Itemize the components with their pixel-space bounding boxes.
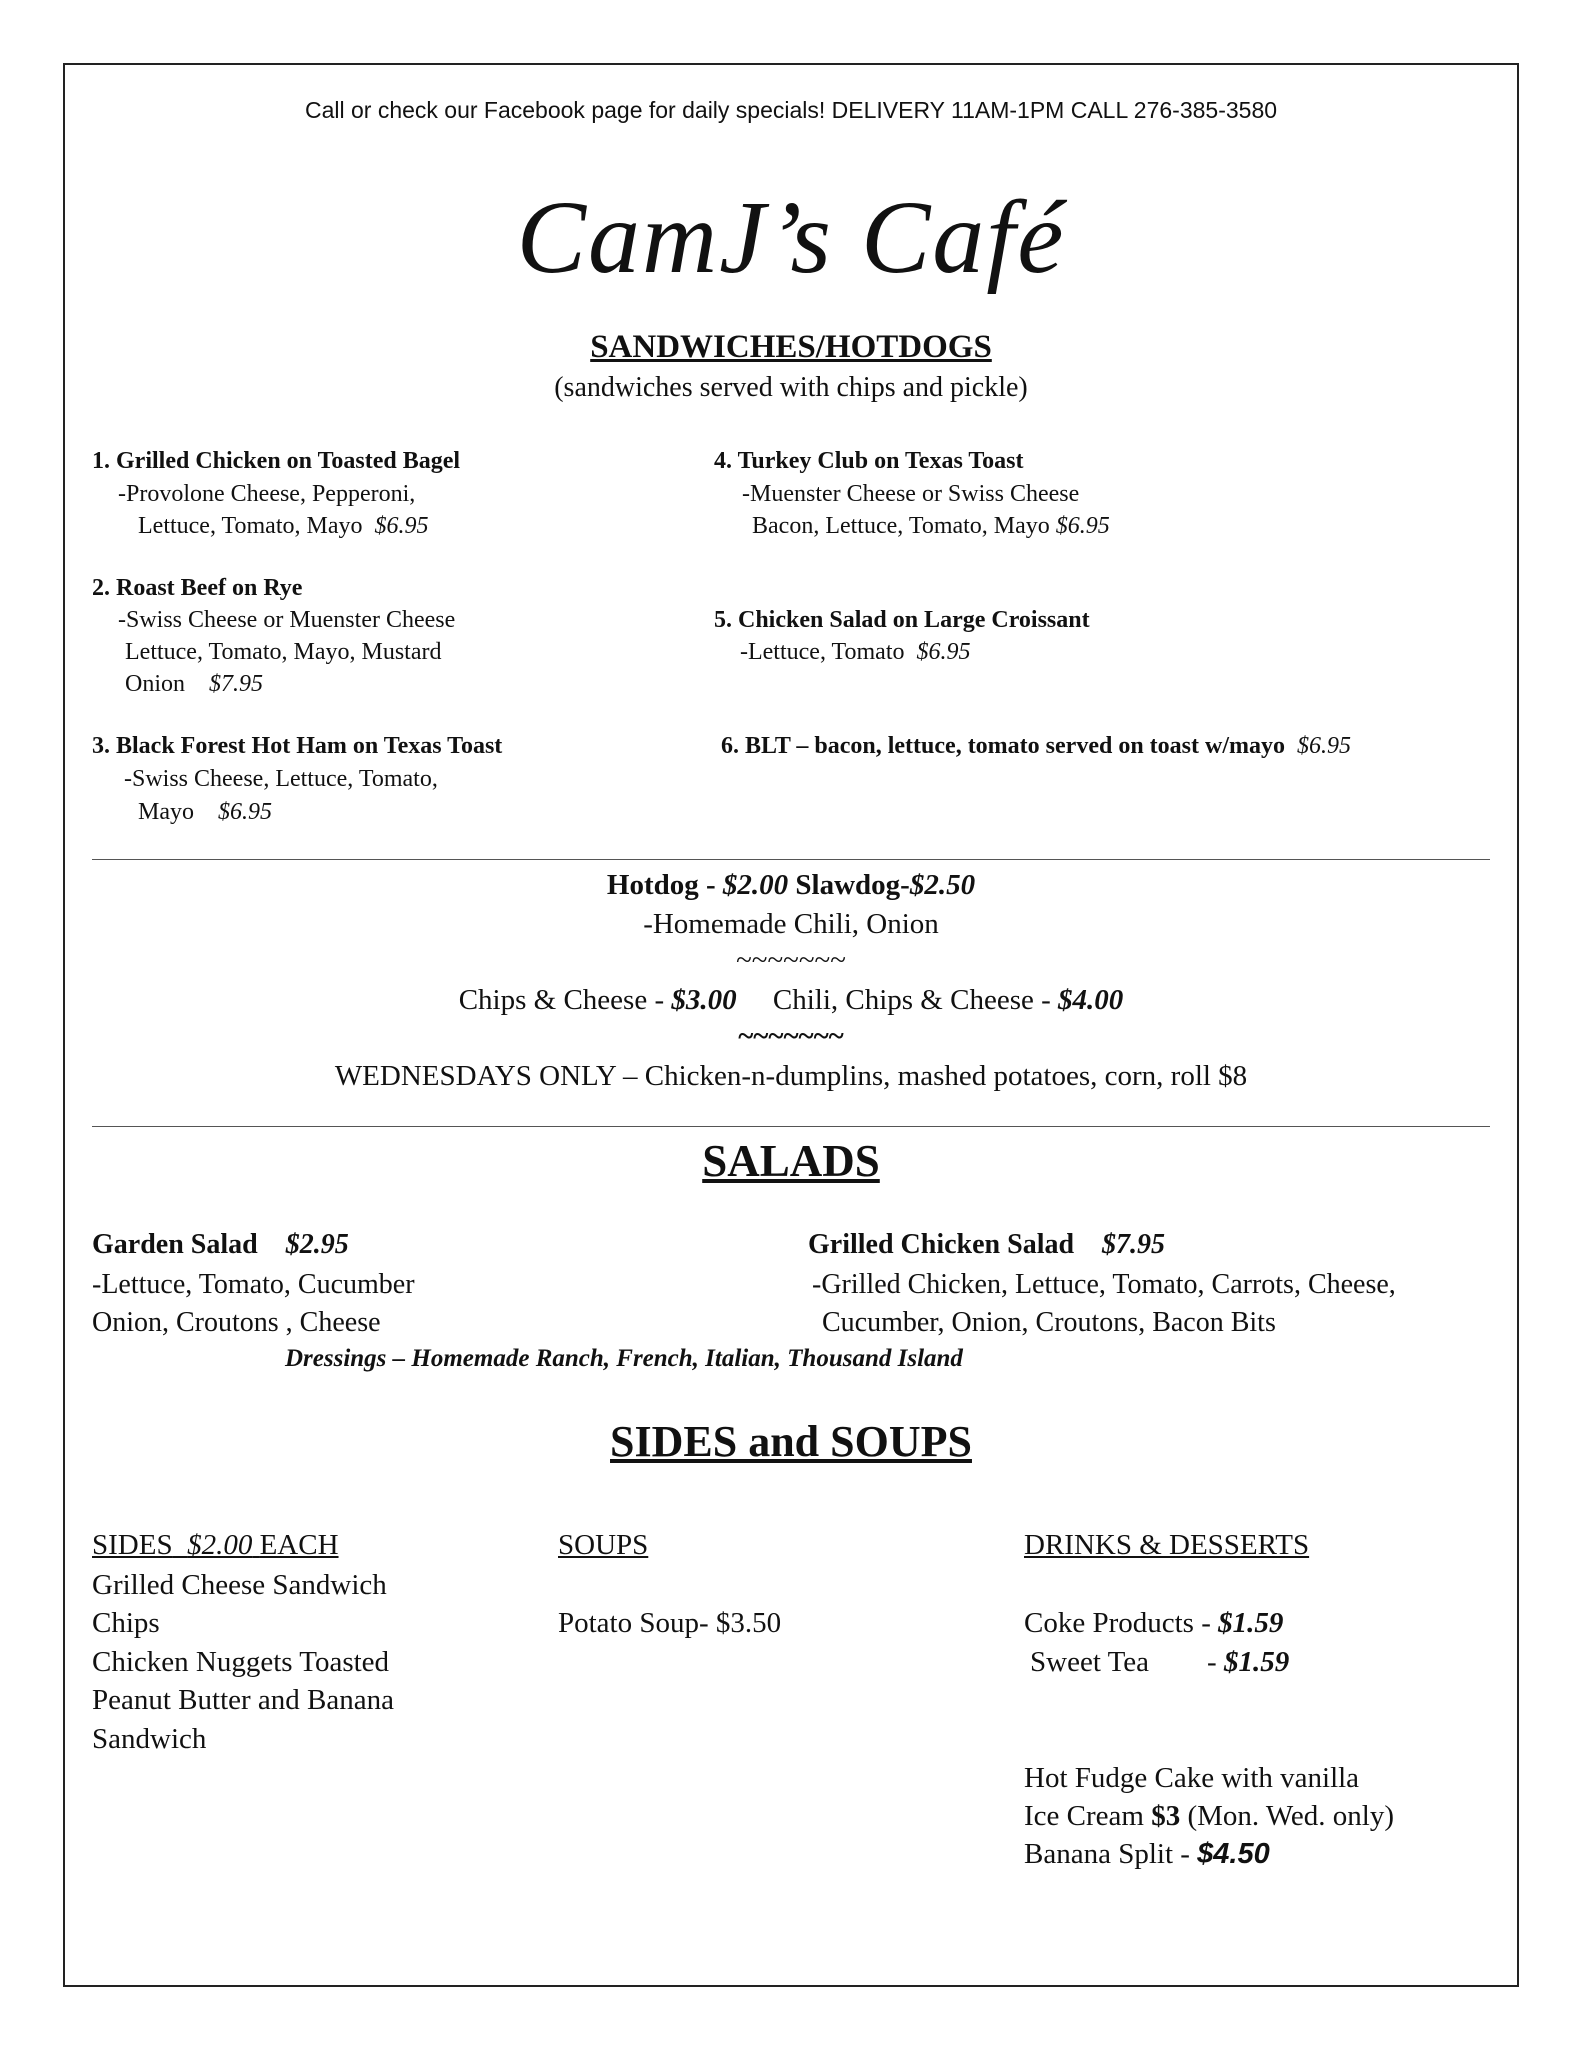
sandwiches-heading: SANDWICHES/HOTDOGS bbox=[590, 329, 992, 365]
side-item: Chips bbox=[92, 1607, 160, 1639]
sandwich-4-line-text: Bacon, Lettuce, Tomato, Mayo bbox=[752, 513, 1050, 539]
cake-label: Ice Cream bbox=[1024, 1800, 1152, 1832]
soups-heading: SOUPS bbox=[558, 1529, 649, 1561]
cafe-logo: CamJ’s Café bbox=[516, 180, 1066, 295]
tilde-divider: ~~~~~~~ bbox=[736, 944, 846, 976]
sandwich-6-name: 6. BLT – bacon, lettuce, tomato served on toast w/mayo bbox=[721, 733, 1285, 759]
sides-heading bbox=[92, 1531, 339, 1560]
sandwich-1-name: 1. Grilled Chicken on Toasted Bagel bbox=[92, 448, 461, 474]
side-item: Sandwich bbox=[92, 1723, 207, 1755]
hotdog-price: $2.00 bbox=[722, 869, 789, 901]
cake-note: (Mon. Wed. only) bbox=[1180, 1800, 1395, 1832]
sandwich-4-name: 4. Turkey Club on Texas Toast bbox=[714, 448, 1024, 474]
divider-line bbox=[92, 859, 1490, 860]
chips-price: $3.00 bbox=[671, 984, 737, 1016]
sandwich-2-name: 2. Roast Beef on Rye bbox=[92, 575, 303, 601]
slawdog-label: Slawdog- bbox=[788, 869, 910, 901]
hotdog-toppings: -Homemade Chili, Onion bbox=[643, 908, 939, 940]
hotdog-line bbox=[0, 871, 1582, 900]
coke-item bbox=[1024, 1609, 1283, 1638]
sandwich-2-line: Lettuce, Tomato, Mayo, Mustard bbox=[125, 639, 442, 665]
grilled-salad-title bbox=[808, 1231, 1165, 1259]
slawdog-price: $2.50 bbox=[909, 869, 976, 901]
garden-salad-title bbox=[92, 1231, 349, 1259]
chili-chips-price: $4.00 bbox=[1058, 984, 1124, 1016]
drinks-heading: DRINKS & DESSERTS bbox=[1024, 1529, 1310, 1561]
sandwich-3-name: 3. Black Forest Hot Ham on Texas Toast bbox=[92, 733, 503, 759]
tea-label: Sweet Tea - bbox=[1030, 1646, 1224, 1678]
sandwich-4-line: -Muenster Cheese or Swiss Cheese bbox=[742, 481, 1080, 507]
cake-price: $3 bbox=[1151, 1800, 1181, 1832]
tilde-divider: ~~~~~~~ bbox=[738, 1020, 844, 1052]
side-item: Peanut Butter and Banana bbox=[92, 1684, 394, 1716]
sandwich-1-line bbox=[138, 514, 428, 538]
soup-item: Potato Soup- $3.50 bbox=[558, 1607, 782, 1639]
chips-label: Chips & Cheese - bbox=[458, 984, 672, 1016]
garden-salad-price: $2.95 bbox=[285, 1229, 349, 1260]
top-info-bar: Call or check our Facebook page for daily specials! DELIVERY 11AM-1PM CALL 276-385-3580 bbox=[304, 97, 1278, 123]
chili-chips-label: Chili, Chips & Cheese - bbox=[772, 984, 1059, 1016]
sandwich-4-price: $6.95 bbox=[1055, 513, 1110, 539]
chips-line bbox=[0, 986, 1582, 1015]
sides-soups-heading: SIDES and SOUPS bbox=[610, 1417, 972, 1466]
sandwich-5-price: $6.95 bbox=[916, 639, 971, 665]
garden-salad-name: Garden Salad bbox=[92, 1229, 258, 1260]
garden-salad-line: Onion, Croutons , Cheese bbox=[92, 1307, 381, 1338]
sandwich-1-price: $6.95 bbox=[374, 513, 429, 539]
sides-price: $2.00 bbox=[187, 1529, 253, 1561]
grilled-salad-name: Grilled Chicken Salad bbox=[808, 1229, 1075, 1260]
dessert-cake-line bbox=[1024, 1802, 1394, 1831]
sandwich-6 bbox=[721, 734, 1351, 758]
banana-split-item bbox=[1024, 1840, 1270, 1869]
wednesday-special: WEDNESDAYS ONLY – Chicken-n-dumplins, mashed potatoes, corn, roll $8 bbox=[334, 1060, 1248, 1092]
split-price: $4.50 bbox=[1197, 1838, 1270, 1870]
dressings-list: Dressings – Homemade Ranch, French, Italian, Thousand Island bbox=[285, 1345, 963, 1372]
sandwich-1-line: -Provolone Cheese, Pepperoni, bbox=[118, 481, 416, 507]
sandwich-5-line-text: -Lettuce, Tomato bbox=[740, 639, 905, 665]
sandwich-5-line bbox=[740, 640, 970, 664]
sandwiches-subtitle: (sandwiches served with chips and pickle) bbox=[554, 372, 1028, 403]
side-item: Chicken Nuggets Toasted bbox=[92, 1646, 390, 1678]
split-label: Banana Split - bbox=[1024, 1838, 1198, 1870]
tea-price: $1.59 bbox=[1223, 1646, 1290, 1678]
sandwich-5-name: 5. Chicken Salad on Large Croissant bbox=[714, 607, 1090, 633]
grilled-salad-line: Cucumber, Onion, Croutons, Bacon Bits bbox=[822, 1307, 1276, 1338]
sandwich-2-price: $7.95 bbox=[209, 671, 263, 697]
sandwich-3-line: -Swiss Cheese, Lettuce, Tomato, bbox=[124, 766, 438, 792]
sandwich-2-line-text: Onion bbox=[125, 671, 185, 697]
sandwich-3-line-text: Mayo bbox=[138, 799, 194, 825]
sandwich-1-line-text: Lettuce, Tomato, Mayo bbox=[138, 513, 363, 539]
sandwich-2-line bbox=[125, 672, 263, 696]
sandwich-3-price: $6.95 bbox=[218, 799, 272, 825]
salads-heading: SALADS bbox=[702, 1136, 880, 1186]
garden-salad-line: -Lettuce, Tomato, Cucumber bbox=[92, 1269, 415, 1300]
coke-label: Coke Products - bbox=[1024, 1607, 1219, 1639]
sides-heading-label: SIDES bbox=[92, 1529, 173, 1561]
coke-price: $1.59 bbox=[1218, 1607, 1284, 1639]
sandwich-4-line bbox=[752, 514, 1110, 538]
dessert-cake-line: Hot Fudge Cake with vanilla bbox=[1024, 1762, 1360, 1794]
sandwich-2-line: -Swiss Cheese or Muenster Cheese bbox=[118, 607, 456, 633]
sandwich-3-line bbox=[138, 800, 272, 824]
grilled-salad-line: -Grilled Chicken, Lettuce, Tomato, Carrots, Cheese, bbox=[812, 1269, 1396, 1300]
tea-item bbox=[1030, 1648, 1289, 1677]
sides-heading-suffix: EACH bbox=[259, 1529, 339, 1561]
grilled-salad-price: $7.95 bbox=[1102, 1229, 1166, 1260]
hotdog-label: Hotdog - bbox=[606, 869, 723, 901]
sandwich-6-price: $6.95 bbox=[1296, 733, 1351, 759]
divider-line bbox=[92, 1126, 1490, 1127]
side-item: Grilled Cheese Sandwich bbox=[92, 1569, 387, 1601]
